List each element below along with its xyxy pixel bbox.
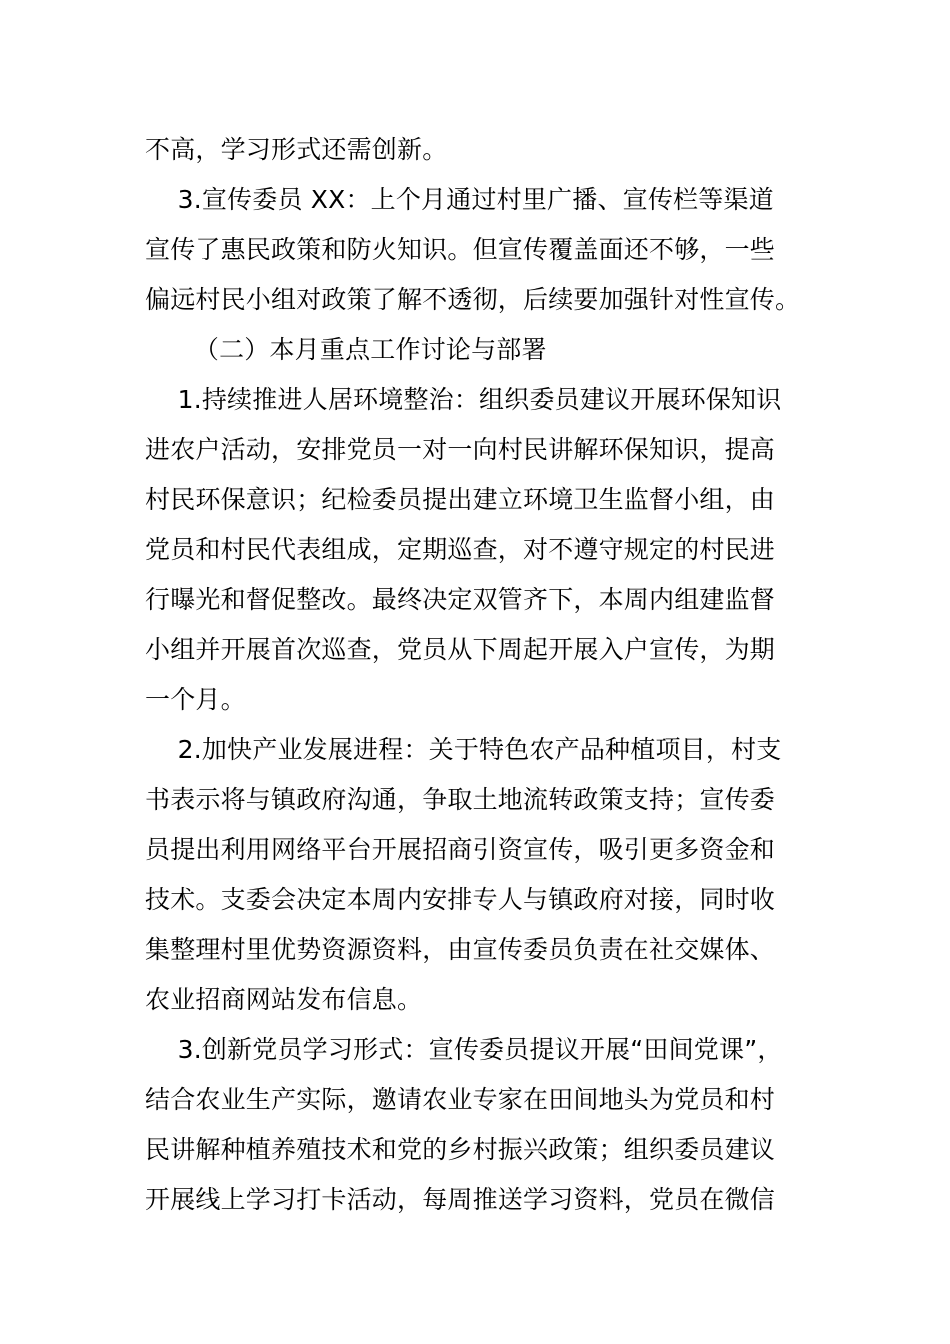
text-line: 小组并开展首次巡查，党员从下周起开展入户宣传，为期 — [145, 635, 776, 664]
section-heading: （二）本月重点工作讨论与部署 — [145, 335, 547, 364]
text-line: 民讲解种植养殖技术和党的乡村振兴政策；组织委员建议 — [145, 1135, 776, 1164]
text-line: 3.创新党员学习形式：宣传委员提议开展“田间党课”， — [145, 1035, 783, 1064]
text-line: 3.宣传委员 XX：上个月通过村里广播、宣传栏等渠道 — [145, 185, 774, 214]
text-line: 偏远村民小组对政策了解不透彻，后续要加强针对性宣传。 — [145, 285, 801, 314]
text-line: 2.加快产业发展进程：关于特色农产品种植项目，村支 — [145, 735, 782, 764]
text-line: 不高，学习形式还需创新。 — [145, 135, 448, 164]
text-line: 开展线上学习打卡活动，每周推送学习资料，党员在微信 — [145, 1185, 776, 1214]
text-line: 党员和村民代表组成，定期巡查，对不遵守规定的村民进 — [145, 535, 776, 564]
text-line: 进农户活动，安排党员一对一向村民讲解环保知识，提高 — [145, 435, 776, 464]
text-line: 行曝光和督促整改。最终决定双管齐下，本周内组建监督 — [145, 585, 776, 614]
text-line: 1.持续推进人居环境整治：组织委员建议开展环保知识 — [145, 385, 782, 414]
text-line: 村民环保意识；纪检委员提出建立环境卫生监督小组，由 — [145, 485, 776, 514]
text-line: 一个月。 — [145, 685, 246, 714]
text-line: 结合农业生产实际，邀请农业专家在田间地头为党员和村 — [145, 1085, 776, 1114]
text-line: 宣传了惠民政策和防火知识。但宣传覆盖面还不够，一些 — [145, 235, 776, 264]
text-line: 书表示将与镇政府沟通，争取土地流转政策支持；宣传委 — [145, 785, 776, 814]
text-line: 集整理村里优势资源资料，由宣传委员负责在社交媒体、 — [145, 935, 776, 964]
text-line: 技术。支委会决定本周内安排专人与镇政府对接，同时收 — [145, 885, 776, 914]
text-line: 农业招商网站发布信息。 — [145, 985, 423, 1014]
text-line: 员提出利用网络平台开展招商引资宣传，吸引更多资金和 — [145, 835, 776, 864]
